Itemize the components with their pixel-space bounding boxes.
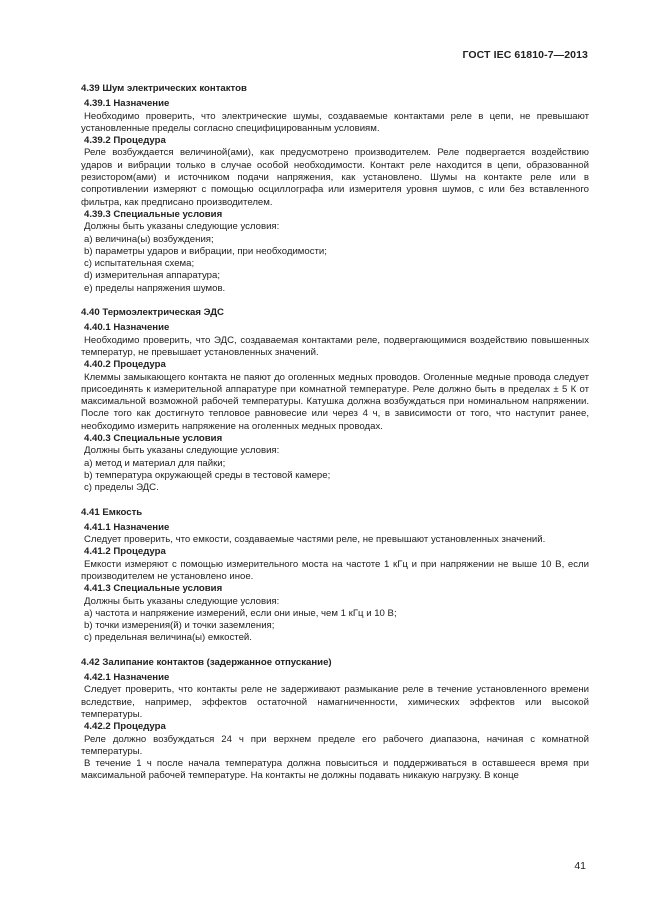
- subsection-heading: 4.42.2 Процедура: [84, 721, 166, 733]
- paragraph: Следует проверить, что емкости, создаваемые частями реле, не превышают установленных значений.: [84, 534, 546, 546]
- paragraph: Необходимо проверить, что ЭДС, создаваемая контактами реле, подвергающимися воздействию повышенных температур, не превышает установленных значений.: [81, 334, 589, 358]
- list-item: b) температура окружающей среды в тестовой камере;: [84, 469, 331, 481]
- paragraph: Клеммы замыкающего контакта не паяют до оголенных медных проводов. Оголенные медные провода следует присоединять к измерительной аппаратуре при комнатной температуре. Реле должно быть в пределах ± 5 К от максимальной возможной рабочей температуры. Катушка должна возбуждаться при номинальном напряжении. После того как достигнуто тепловое равновесие или через 4 ч, в зависимости от того, что наступит ранее, необходимо измерить напряжение на оголенных медных проводах.: [81, 371, 589, 432]
- list-item: c) испытательная схема;: [84, 258, 195, 270]
- subsection-heading: 4.41.3 Специальные условия: [84, 583, 223, 595]
- list-item: c) пределы ЭДС.: [84, 482, 159, 494]
- page-number: 41: [574, 860, 586, 872]
- list-item: Должны быть указаны следующие условия:: [84, 595, 280, 607]
- subsection-heading: 4.40.2 Процедура: [84, 359, 166, 371]
- subsection-heading: 4.39.2 Процедура: [84, 135, 166, 147]
- list-item: Должны быть указаны следующие условия:: [84, 221, 280, 233]
- paragraph: Следует проверить, что контакты реле не задерживают размыкание реле в течение установленного времени вследствие, например, эффектов остаточной намагниченности, химических эффектов или высокой температуры.: [81, 684, 589, 720]
- paragraph: Емкости измеряют с помощью измерительного моста на частоте 1 кГц и при напряжении не выше 10 В, если производителем не установлено иное.: [81, 558, 589, 582]
- list-item: b) параметры ударов и вибрации, при необходимости;: [84, 245, 327, 257]
- subsection-heading: 4.40.3 Специальные условия: [84, 433, 223, 445]
- list-item: e) пределы напряжения шумов.: [84, 282, 226, 294]
- subsection-heading: 4.39.3 Специальные условия: [84, 208, 223, 220]
- section-gap: [81, 645, 589, 653]
- section-heading: 4.41 Емкость: [81, 506, 143, 518]
- subsection-heading: 4.41.1 Назначение: [84, 521, 170, 533]
- list-item: а) метод и материал для пайки;: [84, 457, 226, 469]
- subsection-heading: 4.40.1 Назначение: [84, 322, 170, 334]
- list-item: d) измерительная аппаратура;: [84, 270, 221, 282]
- list-item: b) точки измерения(й) и точки заземления;: [84, 620, 275, 632]
- document-body: [81, 79, 589, 783]
- section-gap: [81, 295, 589, 303]
- paragraph: В течение 1 ч после начала температура должна повыситься и поддерживаться в оставшееся время при максимальной рабочей температуре. На контакты не должны подавать никакую нагрузку. В конце: [81, 758, 589, 782]
- paragraph: Необходимо проверить, что электрические шумы, создаваемые контактами реле в цепи, не превышают установленные пределы согласно специфицированным условиям.: [81, 110, 589, 134]
- subsection-heading: 4.42.1 Назначение: [84, 672, 170, 684]
- list-item: c) предельная величина(ы) емкостей.: [84, 632, 252, 644]
- list-item: Должны быть указаны следующие условия:: [84, 445, 280, 457]
- section-heading: 4.40 Термоэлектрическая ЭДС: [81, 307, 224, 319]
- document-header: ГОСТ IEC 61810-7—2013: [462, 49, 588, 61]
- subsection-heading: 4.41.2 Процедура: [84, 546, 166, 558]
- paragraph: Реле возбуждается величиной(ами), как предусмотрено производителем. Реле подвергается воздействию ударов и вибрации только в случае особой необходимости. Контакт реле находится в цепи, образованной резистором(ами) и источником подачи напряжения, как установлено. Шумы на контакте реле или в сопротивлении измеряют с помощью осциллографа или измерителя уровня шумов, с или без вставленного фильтра, как предписано производителем.: [81, 147, 589, 208]
- list-item: а) частота и напряжение измерений, если они иные, чем 1 кГц и 10 В;: [84, 607, 397, 619]
- subsection-heading: 4.39.1 Назначение: [84, 98, 170, 110]
- section-gap: [81, 495, 589, 503]
- section-heading: 4.42 Залипание контактов (задержанное отпускание): [81, 656, 332, 668]
- list-item: а) величина(ы) возбуждения;: [84, 233, 214, 245]
- section-heading: 4.39 Шум электрических контактов: [81, 83, 247, 94]
- paragraph: Реле должно возбуждаться 24 ч при верхнем пределе его рабочего диапазона, начиная с комнатной температуры.: [81, 733, 589, 757]
